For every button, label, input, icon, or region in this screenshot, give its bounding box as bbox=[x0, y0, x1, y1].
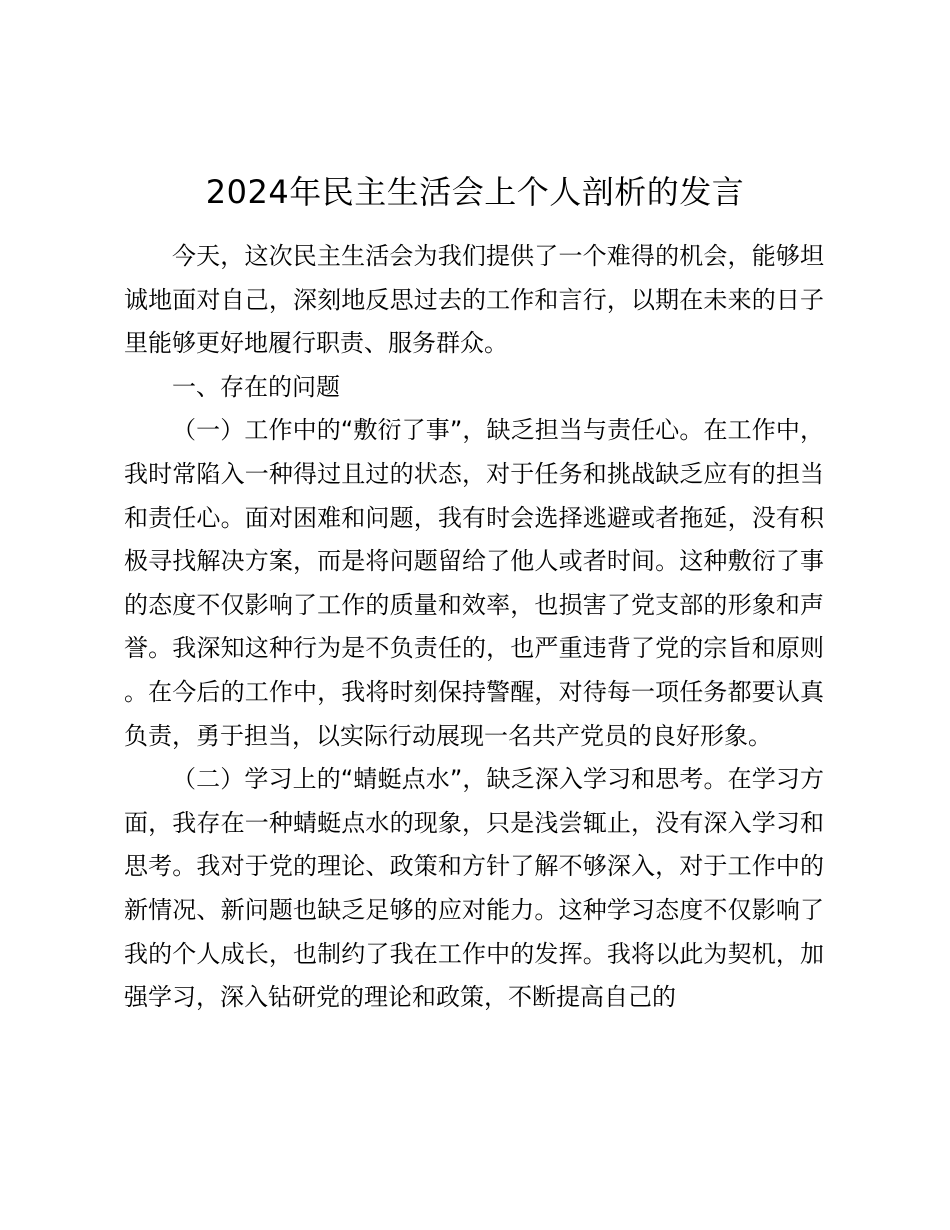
section-heading-problems: 一、存在的问题 bbox=[172, 372, 340, 401]
paragraph-intro: 今天，这次民主生活会为我们提供了一个难得的机会，能够坦诚地面对自己，深刻地反思过去的工作和言行，以期在未来的日子里能够更好地履行职责、服务群众。 bbox=[124, 242, 824, 358]
paragraph-study-attitude: （二）学习上的“蜻蜓点水”，缺乏深入学习和思考。在学习方面，我存在一种蜻蜓点水的现象，只是浅尝辄止，没有深入学习和思考。我对于党的理论、政策和方针了解不够深入，对于工作中的新情况、新问题也缺乏足够的应对能力。这种学习态度不仅影响了我的个人成长，也制约了我在工作中的发挥。我将以此为契机，加强学习，深入钻研党的理论和政策，不断提高自己的 bbox=[124, 765, 824, 1012]
paragraph-work-attitude: （一）工作中的“敷衍了事”，缺乏担当与责任心。在工作中，我时常陷入一种得过且过的状态，对于任务和挑战缺乏应有的担当和责任心。面对困难和问题，我有时会选择逃避或者拖延，没有积极寻找解决方案，而是将问题留给了他人或者时间。这种敷衍了事的态度不仅影响了工作的质量和效率，也损害了党支部的形象和声誉。我深知这种行为是不负责任的，也严重违背了党的宗旨和原则。在今后的工作中，我将时刻保持警醒，对待每一项任务都要认真负责，勇于担当，以实际行动展现一名共产党员的良好形象。 bbox=[124, 416, 824, 750]
document-title: 2024年民主生活会上个人剖析的发言 bbox=[205, 173, 745, 211]
document-body bbox=[124, 235, 824, 1020]
